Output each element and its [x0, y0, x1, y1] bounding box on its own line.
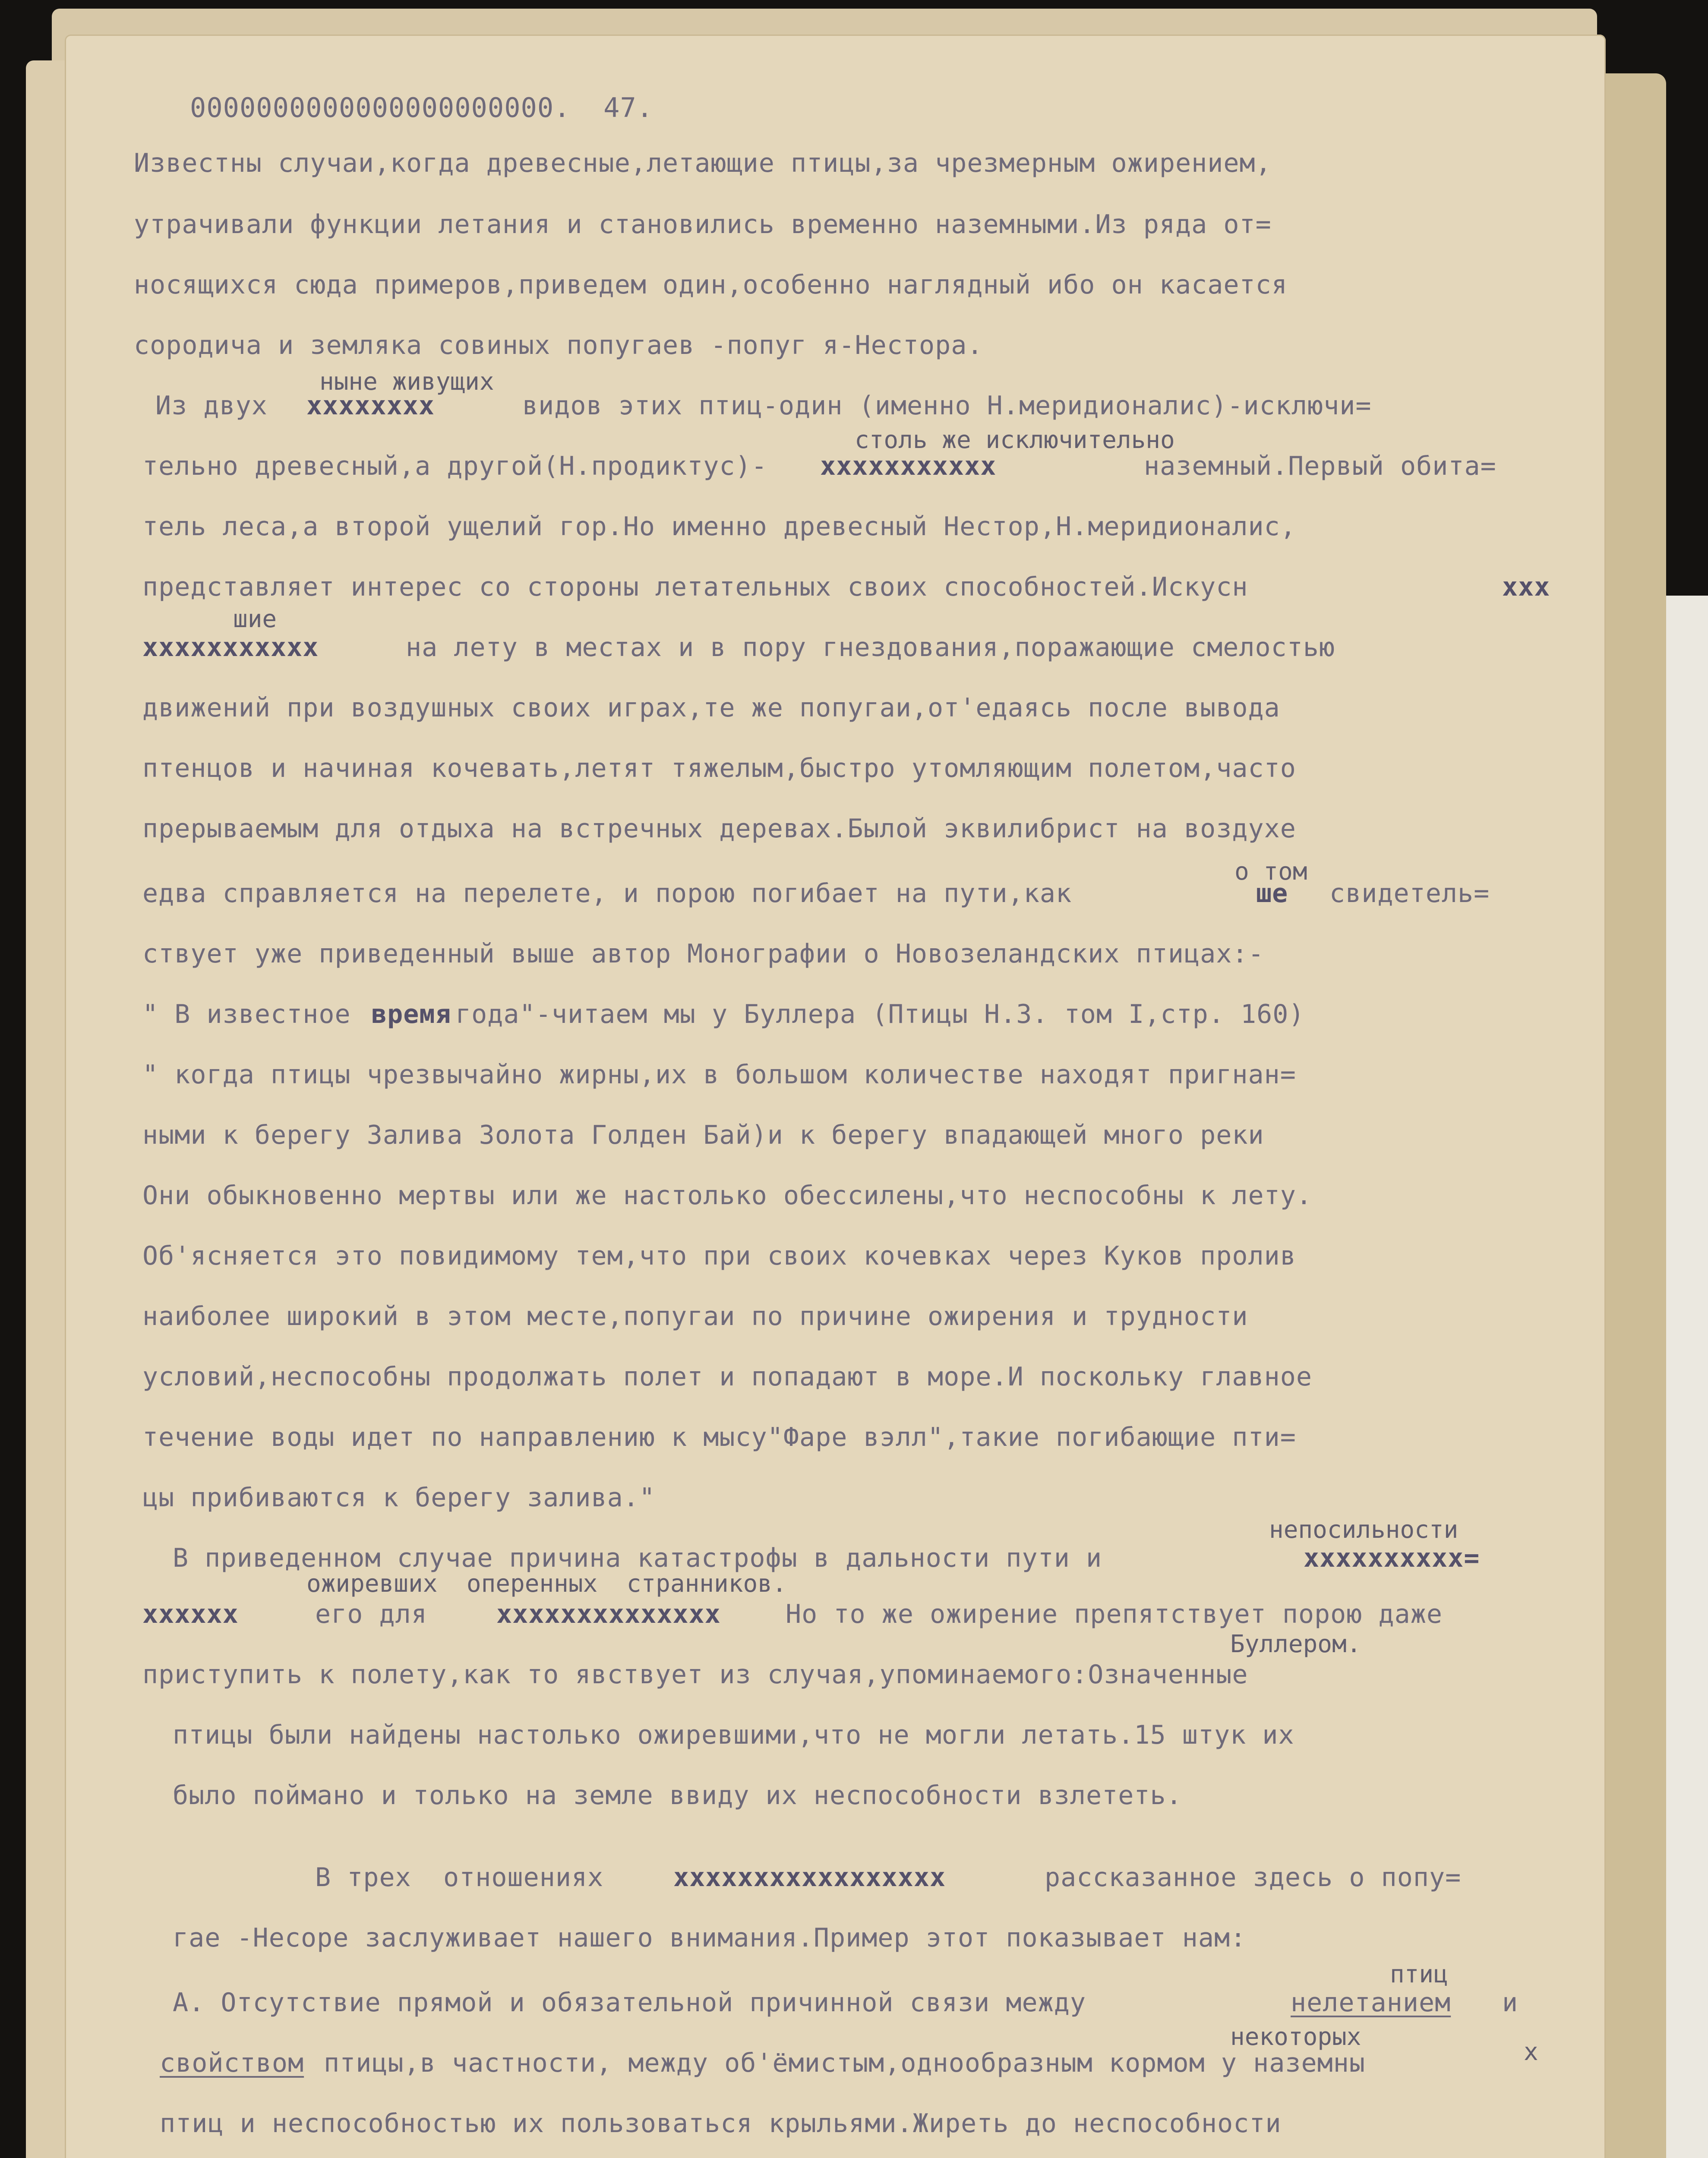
text-line: условий,неспособны продолжать полет и попадают в море.И поскольку главное — [142, 1362, 1312, 1392]
struck-text: ше — [1256, 878, 1288, 909]
handwritten-insertion: непосильности — [1269, 1516, 1459, 1544]
text-line: ствует уже приведенный выше автор Монографии о Новозеландских птицах:- — [142, 939, 1264, 969]
text-line: его для — [315, 1599, 427, 1629]
struck-text: ххххххххххх — [820, 451, 997, 481]
text-line: А. Отсутствие прямой и обязательной причинной связи между — [173, 1988, 1086, 2018]
struck-text: ххххххххххххххххх — [673, 1862, 946, 1893]
text-line: приступить к полету,как то явствует из случая,упоминаемого:Означенные — [142, 1660, 1248, 1690]
text-line: утрачивали функции летания и становились временно наземными.Из ряда от= — [134, 209, 1272, 240]
text-line: наземный.Первый обита= — [1144, 451, 1496, 481]
text-line: едва справляется на перелете, и порою погибает на пути,как — [142, 878, 1072, 909]
text-line: свидетель= — [1329, 878, 1490, 909]
handwritten-insertion: птиц — [1390, 1960, 1448, 1988]
text-line: наиболее широкий в этом месте,попугаи по причине ожирения и трудности — [142, 1301, 1248, 1331]
text-line: тельно древесный,а другой(Н.продиктус)- — [142, 451, 767, 481]
handwritten-insertion: столь же исключительно — [855, 426, 1175, 454]
text-line: птиц и неспособностью их пользоваться крыльями.Жиреть до неспособности — [160, 2108, 1282, 2139]
text-line: Но то же ожирение препятствует порою даже — [786, 1599, 1443, 1629]
text-line: ными к берегу Залива Золота Голден Бай)и к берегу впадающей много реки — [142, 1120, 1264, 1150]
handwritten-insertion: шие — [233, 605, 277, 633]
text-line: цы прибиваются к берегу залива." — [142, 1483, 655, 1513]
text-line: представляет интерес со стороны летательных своих способностей.Искусн — [142, 572, 1248, 602]
text-line: и — [1502, 1988, 1519, 2018]
text-line: В приведенном случае причина катастрофы в дальности пути и — [173, 1543, 1102, 1573]
text-line: прерываемым для отдыха на встречных деревах.Былой эквилибрист на воздухе — [142, 814, 1296, 844]
text-line: было поймано и только на земле ввиду их неспособности взлететь. — [173, 1780, 1182, 1811]
text-line: сородича и земляка совиных попугаев -попуг я-Нестора. — [134, 330, 983, 360]
text-line: гае -Несоре заслуживает нашего внимания.Пример этот показывает нам: — [173, 1923, 1247, 1953]
text-line: птицы были найдены настолько ожиревшими,что не могли летать.15 штук их — [173, 1720, 1294, 1750]
underlined-word: свойством — [160, 2048, 304, 2078]
background-strip — [1666, 596, 1708, 2158]
struck-text: ххххххххххх — [142, 632, 319, 663]
handwritten-insertion: о том — [1234, 858, 1307, 886]
handwritten-insertion: ожиревших оперенных странников. — [306, 1570, 787, 1598]
struck-text: время — [371, 999, 451, 1029]
text-line: движений при воздушных своих играх,те же попугаи,от'едаясь после вывода — [142, 693, 1280, 723]
handwritten-insertion: х — [1524, 2038, 1538, 2066]
text-line: Об'ясняется это повидимому тем,что при своих кочевках через Куков пролив — [142, 1241, 1296, 1271]
text-line: года"-читаем мы у Буллера (Птицы Н.З. том I,стр. 160) — [455, 999, 1305, 1029]
text-line: Из двух — [155, 391, 268, 421]
text-line: Известны случаи,когда древесные,летающие птицы,за чрезмерным ожирением, — [134, 148, 1272, 178]
text-line: В трех отношениях — [315, 1862, 604, 1893]
struck-text: ххх — [1502, 572, 1550, 602]
struck-text: хххххххххххххх — [496, 1599, 721, 1629]
text-line: рассказанное здесь о попу= — [1045, 1862, 1462, 1893]
underlined-word: нелетанием — [1291, 1988, 1451, 2018]
text-line: на лету в местах и в пору гнездования,поражающие смелостью — [406, 632, 1335, 663]
text-line: видов этих птиц-один (именно Н.меридионалис)-исключи= — [522, 391, 1372, 421]
struck-text: хххххххххх= — [1304, 1543, 1480, 1573]
page-header: 0000000000000000000000. 47. — [190, 92, 654, 123]
text-line: птицы,в частности, между об'ёмистым,однообразным кормом у наземны — [324, 2048, 1365, 2078]
text-line: птенцов и начиная кочевать,летят тяжелым,быстро утомляющим полетом,часто — [142, 753, 1296, 783]
struck-text: хххххххх — [306, 391, 435, 421]
handwritten-insertion: ныне живущих — [319, 368, 494, 396]
typewritten-page — [65, 35, 1606, 2158]
text-line: течение воды идет по направлению к мысу"Фаре вэлл",такие погибающие пти= — [142, 1422, 1296, 1452]
struck-text: хххххх — [142, 1599, 239, 1629]
text-line: " когда птицы чрезвычайно жирны,их в большом количестве находят пригнан= — [142, 1060, 1296, 1090]
handwritten-insertion: Буллером. — [1230, 1630, 1361, 1658]
text-line: " В известное — [142, 999, 351, 1029]
text-line: носящихся сюда примеров,приведем один,особенно наглядный ибо он касается — [134, 270, 1288, 300]
text-line: Они обыкновенно мертвы или же настолько обессилены,что неспособны к лету. — [142, 1180, 1312, 1211]
text-line: тель леса,а второй ущелий гор.Но именно древесный Нестор,Н.меридионалис, — [142, 511, 1296, 542]
handwritten-insertion: некоторых — [1230, 2023, 1361, 2051]
